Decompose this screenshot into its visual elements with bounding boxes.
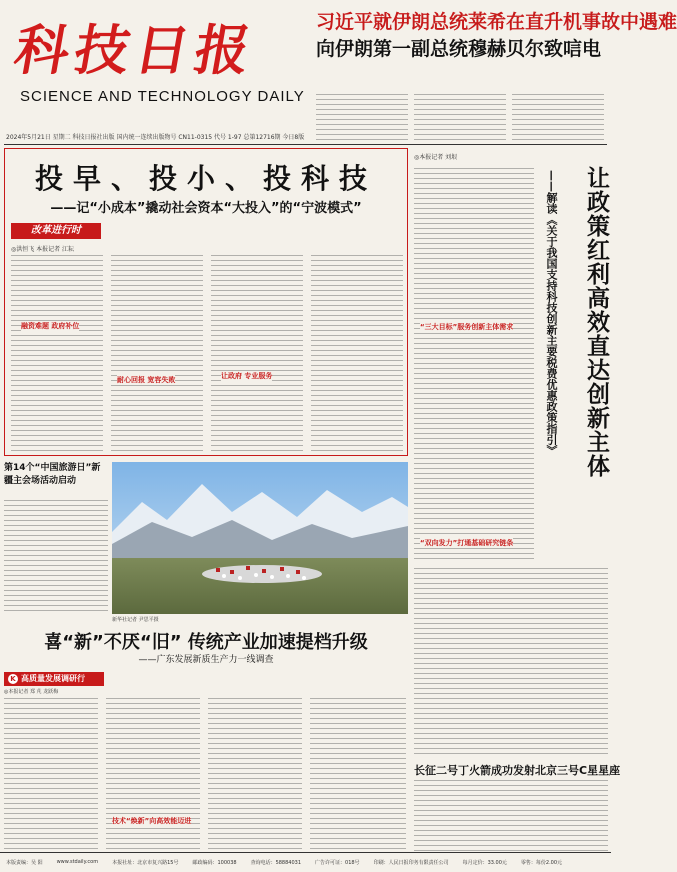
footer-website[interactable]: www.stdaily.com	[56, 859, 99, 865]
industry-article[interactable]	[4, 672, 408, 850]
policy-section-heading: “三大目标”服务创新主体需求	[420, 323, 514, 331]
footer-monthly-price: 每月定价：33.00元	[462, 860, 507, 866]
feature-article[interactable]	[4, 148, 408, 456]
newspaper-english-name: SCIENCE AND TECHNOLOGY DAILY	[20, 88, 305, 105]
photo-credit: 新华社记者 尹思平摄	[112, 617, 159, 623]
policy-section-heading: “双向发力”打通基础研究链条	[420, 539, 514, 547]
footer-ad-license: 广告许可证：018号	[315, 860, 360, 866]
feature-subtitle: ——记“小成本”撬动社会资本“大投入”的“宁波模式”	[50, 201, 362, 216]
policy-subtitle: ——解读《关于我国支持科技创新主要税费优惠政策指引》	[545, 170, 558, 456]
feature-section-heading: 融资难题 政府补位	[21, 322, 80, 330]
policy-title: 让政策红利高效直达创新主体	[583, 166, 609, 478]
industry-byline: ◎本报记者 郑 芃 龙跃梅	[4, 689, 59, 695]
industry-headline-title: 喜“新”不厌“旧” 传统产业加速提档升级	[44, 632, 368, 653]
top-headline[interactable]	[316, 8, 677, 100]
policy-body	[414, 166, 534, 560]
k-logo-icon: K	[8, 674, 18, 684]
newspaper-brand	[6, 6, 306, 126]
top-headline-body	[316, 92, 606, 140]
rocket-news-title: 长征二号丁火箭成功发射北京三号C星星座	[414, 764, 621, 777]
mountain-landscape-image	[112, 462, 408, 614]
feature-byline: ◎洪恒飞 本报记者 江耘	[11, 246, 75, 253]
masthead-divider	[4, 144, 607, 145]
tourism-news[interactable]	[4, 462, 108, 614]
survey-badge	[4, 672, 104, 686]
industry-body	[4, 696, 408, 850]
industry-headline[interactable]	[4, 628, 408, 668]
policy-article[interactable]	[414, 148, 608, 562]
feature-title: 投早、投小、投科技	[34, 162, 377, 195]
top-headline-line2: 向伊朗第一副总统穆赫贝尔致唁电	[316, 38, 602, 60]
top-headline-line1: 习近平就伊朗总统莱希在直升机事故中遇难	[316, 11, 677, 33]
footer-editor: 本版责编：吴 阳	[6, 860, 43, 866]
tourism-news-title: 第14个“中国旅游日”新疆主会场活动启动	[4, 463, 101, 486]
footer-phone: 查询电话：58884031	[250, 860, 302, 866]
survey-badge-label: 高质量发展调研行	[21, 674, 85, 683]
rocket-news-body	[414, 778, 608, 852]
industry-section-heading: 技术“焕新”向高效能迈进	[112, 817, 192, 825]
footer-retail-price: 零售：每份2.00元	[520, 860, 563, 866]
policy-article-continued	[414, 566, 608, 756]
column-tag: 改革进行时	[11, 223, 101, 239]
newspaper-logo: 科技日报	[9, 18, 262, 82]
tourism-photo	[112, 462, 408, 614]
footer-address: 本报社址：北京市复兴路15号	[112, 860, 179, 866]
page-footer	[0, 852, 611, 872]
feature-section-heading: 耐心回报 宽容失败	[117, 376, 176, 384]
feature-body	[11, 253, 403, 451]
issue-meta: 2024年5月21日 星期二 科技日报社出版 国内统一连续出版物号 CN11-0315 代号 1-97 总第12716期 今日8版	[6, 134, 305, 141]
rocket-news[interactable]	[414, 762, 621, 852]
footer-postcode: 邮政编码：100038	[192, 860, 237, 866]
feature-section-heading: 让政府 专业服务	[221, 372, 273, 380]
policy-byline: ◎本报记者 刘垠	[414, 154, 458, 161]
tourism-news-body	[4, 498, 108, 612]
footer-printer: 印刷：人民日报印务有限责任公司	[373, 860, 449, 866]
industry-headline-subtitle: ——广东发展新质生产力一线调查	[138, 655, 274, 665]
